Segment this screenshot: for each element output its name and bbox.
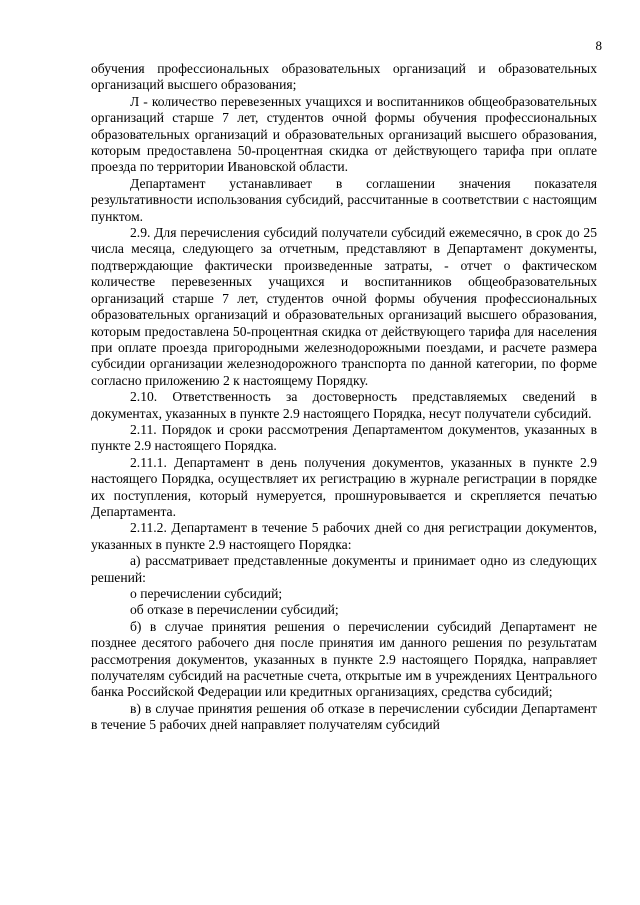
- paragraph-2-11: 2.11. Порядок и сроки рассмотрения Департаментом документов, указанных в пункте 2.9 настоящего Порядка.: [91, 421, 597, 454]
- paragraph-l-definition: Л - количество перевезенных учащихся и воспитанников общеобразовательных организаций старше 7 лет, студентов очной формы обучения профессиональных образовательных организаций и образовательных организаций высшего образования, которым предоставлена 50-процентная скидка от действующего тарифа при оплате проезда по территории Ивановской области.: [91, 93, 597, 175]
- paragraph-2-9: 2.9. Для перечисления субсидий получатели субсидий ежемесячно, в срок до 25 числа месяца, следующего за отчетным, представляют в Департамент документы, подтверждающие фактически произведенные затраты, - отчет о фактическом количестве перевезенных учащихся и воспитанников общеобразовательных организаций старше 7 лет, студентов очной формы обучения профессиональных образовательных организаций и образовательных организаций высшего образования, которым предоставлена 50-процентная скидка от действующего тарифа для населения при оплате проезда пригородными железнодорожными поездами, и расчете размера субсидии организации железнодорожного транспорта по данной категории, по форме согласно приложению 2 к настоящему Порядку.: [91, 225, 597, 388]
- paragraph-item-b: б) в случае принятия решения о перечислении субсидий Департамент не позднее десятого рабочего дня после принятия им данного решения по результатам рассмотрения документов, указанных в пункте 2.9 настоящего Порядка, направляет получателям субсидий на расчетные счета, открытые им в учреждениях Центрального банка Российской Федерации или кредитных организациях, средства субсидий;: [91, 618, 597, 700]
- paragraph-decision-refusal: об отказе в перечислении субсидий;: [130, 602, 339, 618]
- paragraph-item-v: в) в случае принятия решения об отказе в перечислении субсидии Департамент в течение 5 рабочих дней направляет получателям субсидий: [91, 700, 597, 733]
- paragraph-2-11-2: 2.11.2. Департамент в течение 5 рабочих дней со дня регистрации документов, указанных в пункте 2.9 настоящего Порядка:: [91, 520, 597, 552]
- paragraph-2-10: 2.10. Ответственность за достоверность представляемых сведений в документах, указанных в пункте 2.9 настоящего Порядка, несут получатели субсидий.: [91, 389, 597, 421]
- paragraph-2-11-1: 2.11.1. Департамент в день получения документов, указанных в пункте 2.9 настоящего Порядка, осуществляет их регистрацию в журнале регистрации в порядке их поступления, который нумеруется, прошнуровывается и скрепляется печатью Департамента.: [91, 454, 597, 519]
- page-number: 8: [595, 38, 602, 53]
- paragraph-department-indicator: Департамент устанавливает в соглашении значения показателя результативности использования субсидий, рассчитанные в соответствии с настоящим пунктом.: [91, 175, 597, 224]
- paragraph-item-a: а) рассматривает представленные документы и принимает одно из следующих решений:: [91, 553, 597, 585]
- paragraph-decision-transfer: о перечислении субсидий;: [130, 586, 283, 601]
- document-body: [91, 61, 597, 734]
- paragraph-continuation: обучения профессиональных образовательных организаций и образовательных организаций высшего образования;: [91, 61, 597, 93]
